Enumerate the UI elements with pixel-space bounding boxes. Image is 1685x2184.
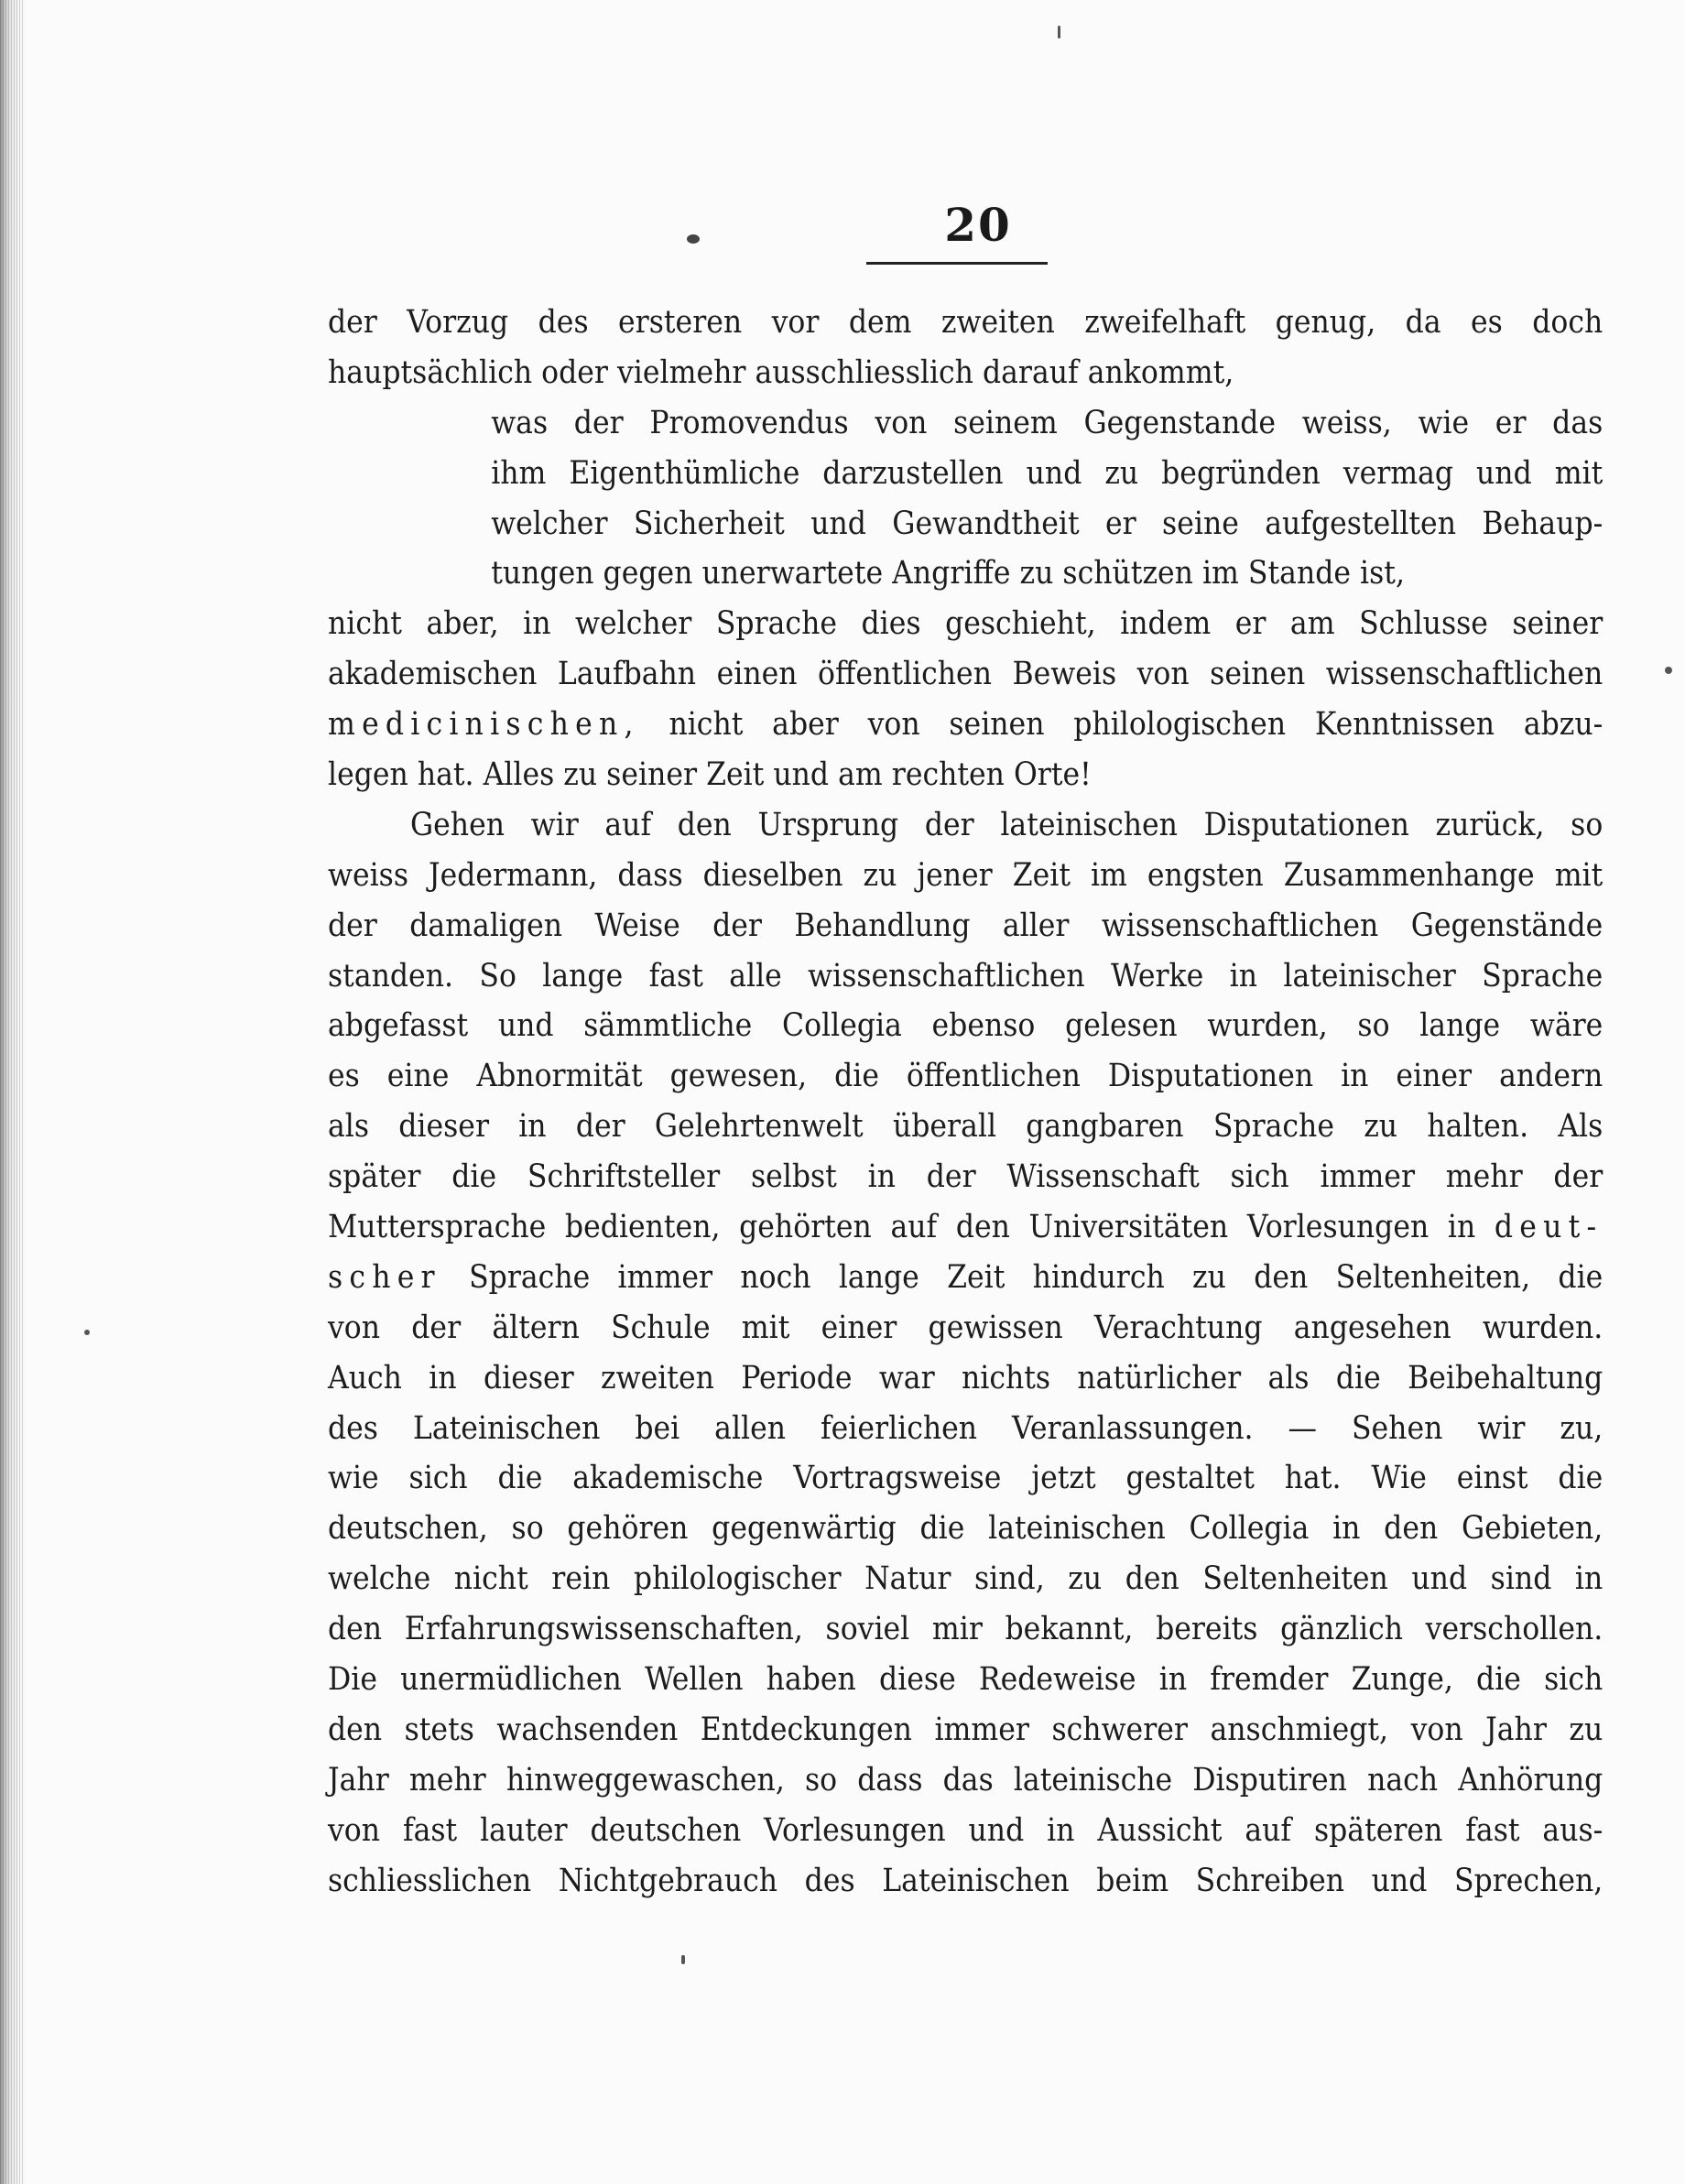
text-line: Jahr mehr hinweggewaschen, so dass das lateinische Disputiren nach Anhörung xyxy=(328,1761,1603,1798)
text-line: schliesslichen Nichtgebrauch des Lateinischen beim Schreiben und Sprechen, xyxy=(328,1862,1603,1899)
text-line: es eine Abnormität gewesen, die öffentlichen Disputationen in einer andern xyxy=(328,1058,1603,1095)
paragraph-start-line: Gehen wir auf den Ursprung der lateinischen Disputationen zurück, so xyxy=(410,806,1603,843)
emphasis-spaced: deut- xyxy=(1494,1209,1603,1246)
text-line: akademischen Laufbahn einen öffentlichen Beweis von seinen wissenschaftlichen xyxy=(328,656,1603,693)
text-line: tungen gegen unerwartete Angriffe zu schützen im Stande ist, xyxy=(491,555,1405,592)
text-line: später die Schriftsteller selbst in der Wissenschaft sich immer mehr der xyxy=(328,1158,1603,1196)
text-line: welcher Sicherheit und Gewandtheit er seine aufgestellten Behaup- xyxy=(491,505,1603,542)
text-line: weiss Jedermann, dass dieselben zu jener Zeit im engsten Zusammenhange mit xyxy=(328,856,1603,894)
text-line: welche nicht rein philologischer Natur sind, zu den Seltenheiten und sind in xyxy=(328,1560,1603,1598)
text-line: wie sich die akademische Vortragsweise jetzt gestaltet hat. Wie einst die xyxy=(328,1460,1603,1497)
text-line: von der ältern Schule mit einer gewissen Verachtung angesehen wurden. xyxy=(328,1309,1603,1346)
text-line: nicht aber, in welcher Sprache dies geschieht, indem er am Schlusse seiner xyxy=(328,605,1603,643)
paper-speck xyxy=(1665,667,1672,674)
text-line: der damaligen Weise der Behandlung aller wissenschaftlichen Gegenstände xyxy=(328,907,1603,944)
text-line: hauptsächlich oder vielmehr ausschliesslich darauf ankommt, xyxy=(328,353,1234,391)
text-line: legen hat. Alles zu seiner Zeit und am rechten Orte! xyxy=(328,756,1092,794)
text-line xyxy=(328,1253,1603,1303)
text-run: Sprache immer noch lange Zeit hindurch zu den Seltenheiten, die xyxy=(440,1258,1603,1296)
text-line: der Vorzug des ersteren vor dem zweiten zweifelhaft genug, da es doch xyxy=(328,304,1603,341)
text-line: standen. So lange fast alle wissenschaftlichen Werke in lateinischer Sprache xyxy=(328,957,1603,994)
text-line: ihm Eigenthümliche darzustellen und zu begründen vermag und mit xyxy=(491,454,1603,492)
text-line: den stets wachsenden Entdeckungen immer schwerer anschmiegt, von Jahr zu xyxy=(328,1711,1603,1748)
paper-speck xyxy=(681,1955,685,1964)
text-line: von fast lauter deutschen Vorlesungen und in Aussicht auf späteren fast aus- xyxy=(328,1811,1603,1849)
text-line xyxy=(328,700,1603,750)
text-line: Auch in dieser zweiten Periode war nichts natürlicher als die Beibehaltung xyxy=(328,1359,1603,1396)
text-line: deutschen, so gehören gegenwärtig die lateinischen Collegia in den Gebieten, xyxy=(328,1510,1603,1548)
emphasis-spaced: medicinischen, xyxy=(328,706,640,744)
text-run: Muttersprache bedienten, gehörten auf den Universitäten Vorlesungen in xyxy=(328,1209,1495,1246)
text-line: den Erfahrungswissenschaften, soviel mir bekannt, bereits gänzlich verschollen. xyxy=(328,1611,1603,1648)
text-line: abgefasst und sämmtliche Collegia ebenso gelesen wurden, so lange wäre xyxy=(328,1007,1603,1045)
text-line xyxy=(328,1202,1603,1253)
text-line: als dieser in der Gelehrtenwelt überall gangbaren Sprache zu halten. Als xyxy=(328,1108,1603,1146)
page-edge-leaves xyxy=(0,0,24,2184)
text-line: des Lateinischen bei allen feierlichen Veranlassungen. — Sehen wir zu, xyxy=(328,1409,1603,1447)
header-ornament-mark xyxy=(687,234,700,244)
page-number: 20 xyxy=(944,198,1012,252)
text-line: Die unermüdlichen Wellen haben diese Redeweise in fremder Zunge, die sich xyxy=(328,1661,1603,1699)
text-line: was der Promovendus von seinem Gegenstande weiss, wie er das xyxy=(491,404,1603,441)
paper-speck xyxy=(84,1330,90,1335)
header-rule xyxy=(866,262,1048,265)
paper-speck xyxy=(1058,26,1060,38)
text-run: nicht aber von seinen philologischen Kenntnissen abzu- xyxy=(639,706,1603,744)
emphasis-spaced: scher xyxy=(328,1258,441,1296)
body-text xyxy=(328,298,1603,1907)
